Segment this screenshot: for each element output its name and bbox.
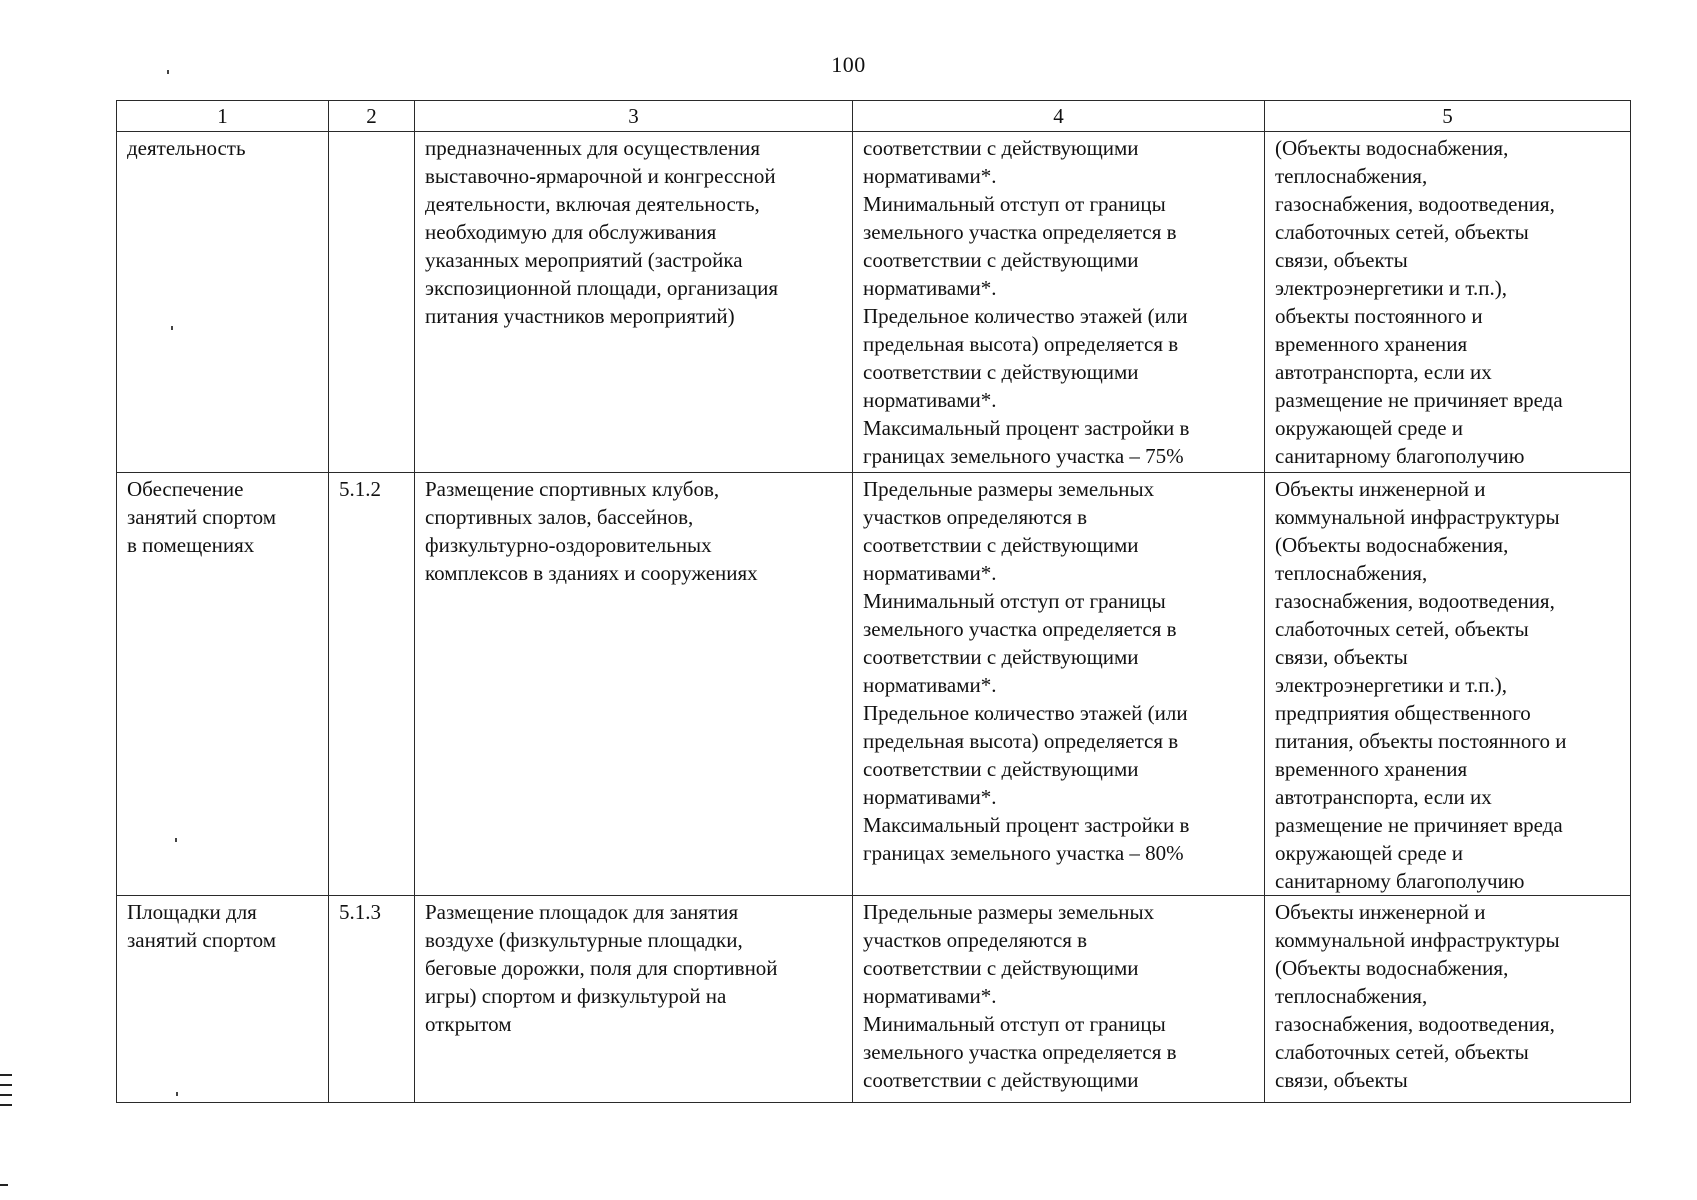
cell-text-line: теплоснабжения, [1275,561,1428,585]
parameters-cell [853,896,1265,1103]
cell-text-line: нормативами*. [863,785,997,809]
cell-text-line: газоснабжения, водоотведения, [1275,589,1555,613]
cell-text-line: физкультурно-оздоровительных [425,533,712,557]
cell-text-line: Объекты инженерной и [1275,900,1486,924]
table-row [117,473,1631,896]
cell-text-line: окружающей среде и [1275,416,1464,440]
cell-text-line: соответствии с действующими [863,956,1139,980]
cell-text-line: соответствии с действующими [863,1068,1139,1092]
cell-text-line: нормативами*. [863,164,997,188]
parameters-cell [853,132,1265,473]
cell-text-line: нормативами*. [863,984,997,1008]
cell-text-line: размещение не причиняет вреда [1275,388,1563,412]
cell-text-line: соответствии с действующими [863,136,1139,160]
cell-text-line: санитарному благополучию [1275,444,1525,468]
scan-edge-mark [0,1074,12,1076]
cell-text-line: соответствии с действующими [863,757,1139,781]
cell-text-line: выставочно-ярмарочной и конгрессной [425,164,776,188]
cell-text-line: границах земельного участка – 80% [863,841,1184,865]
cell-text-line: Обеспечение [127,477,244,501]
cell-text-line: Минимальный отступ от границы [863,1012,1166,1036]
cell-text-line: объекты постоянного и [1275,304,1483,328]
table-header-row [117,101,1631,132]
scan-speck [167,70,169,74]
cell-text-line: беговые дорожки, поля для спортивной [425,956,778,980]
cell-text-line: нормативами*. [863,561,997,585]
cell-text-line: временного хранения [1275,757,1468,781]
cell-text-line: Минимальный отступ от границы [863,192,1166,216]
cell-text-line: открытом [425,1012,512,1036]
cell-text-line: предприятия общественного [1275,701,1531,725]
use-description-cell [415,132,853,473]
cell-text-line: участков определяются в [863,505,1088,529]
cell-text-line: слаботочных сетей, объекты [1275,617,1529,641]
cell-text-line: Размещение спортивных клубов, [425,477,720,501]
cell-text-line: электроэнергетики и т.п.), [1275,276,1507,300]
scan-speck [175,838,177,842]
use-code-cell [329,132,415,473]
cell-text-line: Объекты инженерной и [1275,477,1486,501]
cell-text-line: занятий спортом [127,505,276,529]
cell-text-line: санитарному благополучию [1275,869,1525,893]
cell-text-line: участков определяются в [863,928,1088,952]
cell-text-line: нормативами*. [863,276,997,300]
cell-text-line: Максимальный процент застройки в [863,813,1190,837]
cell-text-line: связи, объекты [1275,248,1408,272]
cell-text-line: соответствии с действующими [863,248,1139,272]
cell-text-line: связи, объекты [1275,1068,1408,1092]
header-cell-2: 2 [329,101,415,132]
auxiliary-uses-cell [1265,896,1631,1103]
cell-text-line: соответствии с действующими [863,645,1139,669]
cell-text-line: Размещение площадок для занятия [425,900,739,924]
cell-text-line: теплоснабжения, [1275,984,1428,1008]
cell-text-line: деятельность [127,136,246,160]
use-description-cell [415,896,853,1103]
use-code-cell [329,473,415,896]
header-cell-3: 3 [415,101,853,132]
cell-text-line: воздухе (физкультурные площадки, [425,928,743,952]
table-row [117,896,1631,1103]
auxiliary-uses-cell [1265,132,1631,473]
header-cell-5: 5 [1265,101,1631,132]
cell-text-line: предназначенных для осуществления [425,136,760,160]
scan-speck [171,326,173,330]
cell-text-line: автотранспорта, если их [1275,785,1492,809]
cell-text-line: экспозиционной площади, организация [425,276,779,300]
use-type-cell [117,473,329,896]
use-code-cell [329,896,415,1103]
cell-text-line: деятельности, включая деятельность, [425,192,760,216]
cell-text-line: предельная высота) определяется в [863,729,1179,753]
cell-text-line: автотранспорта, если их [1275,360,1492,384]
scan-edge-mark [0,1104,12,1106]
cell-text-line: коммунальной инфраструктуры [1275,505,1560,529]
cell-text-line: коммунальной инфраструктуры [1275,928,1560,952]
cell-text-line: окружающей среде и [1275,841,1464,865]
cell-text-line: временного хранения [1275,332,1468,356]
cell-text-line: нормативами*. [863,673,997,697]
cell-text-line: указанных мероприятий (застройка [425,248,743,272]
cell-text-line: игры) спортом и физкультурой на [425,984,727,1008]
cell-text-line: Максимальный процент застройки в [863,416,1190,440]
scan-edge-mark [0,1184,8,1186]
scan-speck [176,1092,178,1096]
cell-text-line: нормативами*. [863,388,997,412]
cell-text-line: газоснабжения, водоотведения, [1275,192,1555,216]
cell-text-line: Предельные размеры земельных [863,900,1155,924]
cell-text-line: слаботочных сетей, объекты [1275,1040,1529,1064]
cell-text-line: Предельное количество этажей (или [863,701,1188,725]
cell-text-line: 5.1.3 [339,900,381,924]
cell-text-line: Предельные размеры земельных [863,477,1155,501]
land-use-table [116,100,1631,1103]
cell-text-line: необходимую для обслуживания [425,220,717,244]
parameters-cell [853,473,1265,896]
cell-text-line: Минимальный отступ от границы [863,589,1166,613]
cell-text-line: размещение не причиняет вреда [1275,813,1563,837]
cell-text-line: питания участников мероприятий) [425,304,735,328]
cell-text-line: границах земельного участка – 75% [863,444,1184,468]
cell-text-line: Площадки для [127,900,257,924]
auxiliary-uses-cell [1265,473,1631,896]
cell-text-line: земельного участка определяется в [863,220,1177,244]
cell-text-line: предельная высота) определяется в [863,332,1179,356]
cell-text-line: земельного участка определяется в [863,1040,1177,1064]
page-number: 100 [831,52,866,77]
cell-text-line: соответствии с действующими [863,360,1139,384]
header-cell-1: 1 [117,101,329,132]
cell-text-line: земельного участка определяется в [863,617,1177,641]
scan-edge-mark [0,1094,12,1096]
cell-text-line: (Объекты водоснабжения, [1275,956,1509,980]
cell-text-line: комплексов в зданиях и сооружениях [425,561,758,585]
cell-text-line: соответствии с действующими [863,533,1139,557]
cell-text-line: (Объекты водоснабжения, [1275,533,1509,557]
cell-text-line: питания, объекты постоянного и [1275,729,1567,753]
cell-text-line: слаботочных сетей, объекты [1275,220,1529,244]
cell-text-line: газоснабжения, водоотведения, [1275,1012,1555,1036]
cell-text-line: занятий спортом [127,928,276,952]
scan-edge-mark [0,1084,12,1086]
cell-text-line: Предельное количество этажей (или [863,304,1188,328]
cell-text-line: 5.1.2 [339,477,381,501]
cell-text-line: спортивных залов, бассейнов, [425,505,694,529]
use-description-cell [415,473,853,896]
use-type-cell [117,132,329,473]
header-cell-4: 4 [853,101,1265,132]
cell-text-line: электроэнергетики и т.п.), [1275,673,1507,697]
use-type-cell [117,896,329,1103]
cell-text-line: в помещениях [127,533,255,557]
table-row [117,132,1631,473]
cell-text-line: теплоснабжения, [1275,164,1428,188]
cell-text-line: (Объекты водоснабжения, [1275,136,1509,160]
cell-text-line: связи, объекты [1275,645,1408,669]
